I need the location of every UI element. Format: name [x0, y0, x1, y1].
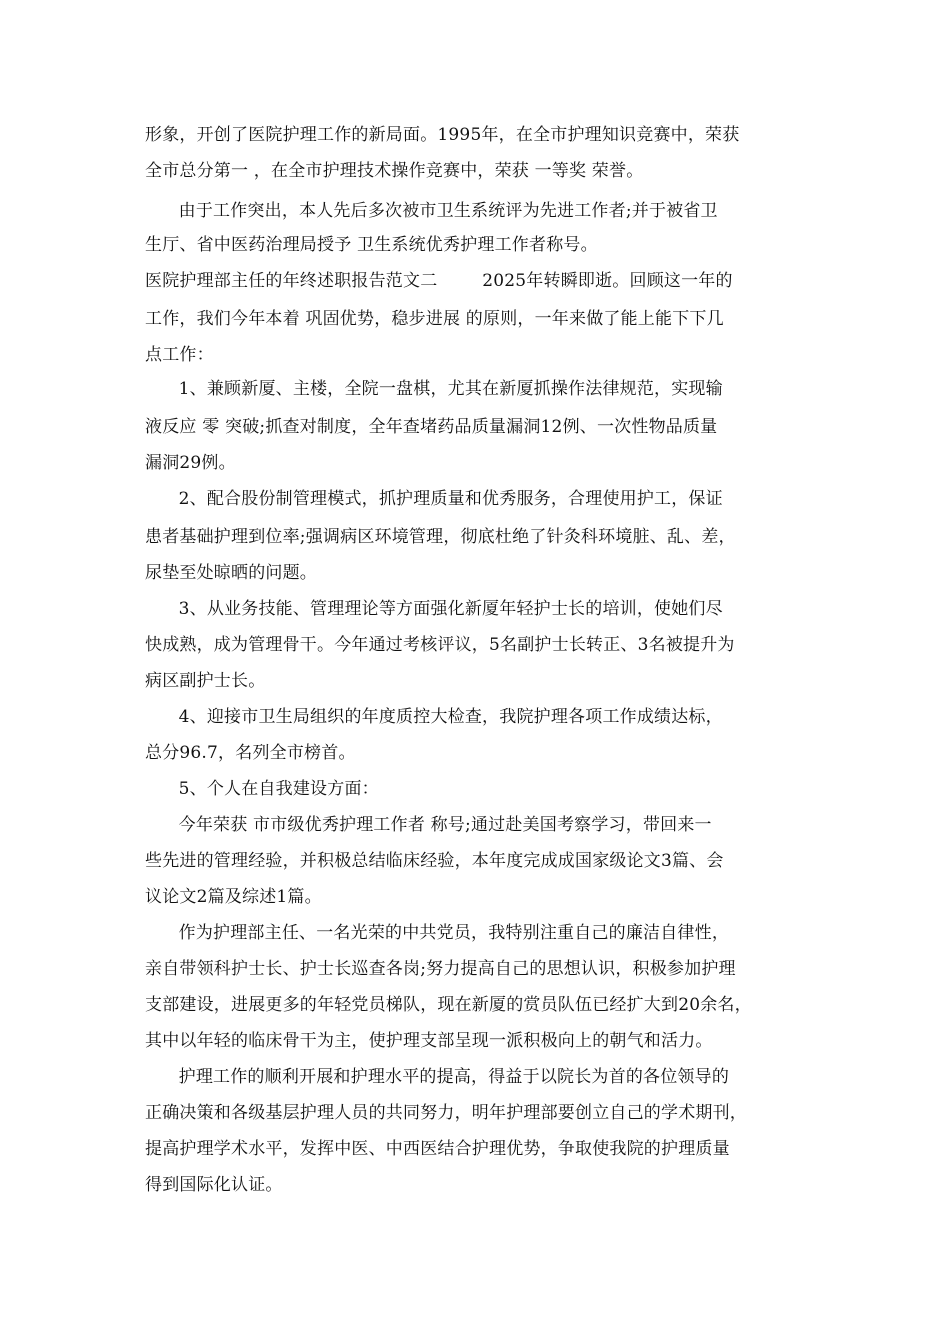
text-line: 总分96.7，名列全市榜首。	[145, 743, 356, 763]
text-line: 形象，开创了医院护理工作的新局面。1995年，在全市护理知识竞赛中，荣获	[145, 125, 740, 145]
text-line: 患者基础护理到位率;强调病区环境管理，彻底杜绝了针灸科环境脏、乱、差，	[145, 527, 736, 547]
text-line: 提高护理学术水平，发挥中医、中西医结合护理优势，争取使我院的护理质量	[145, 1139, 730, 1159]
text-line: 议论文2篇及综述1篇。	[145, 887, 322, 907]
text-line: 亲自带领科护士长、护士长巡查各岗;努力提高自己的思想认识，积极参加护理	[145, 959, 736, 979]
text-line: 工作，我们今年本着 巩固优势，稳步进展 的原则，一年来做了能上能下下几	[145, 309, 724, 329]
text-line: 3、从业务技能、管理理论等方面强化新厦年轻护士长的培训，使她们尽	[145, 599, 723, 619]
text-line: 液反应 零 突破;抓查对制度，全年查堵药品质量漏洞12例、一次性物品质量	[145, 417, 718, 437]
text-line: 1、兼顾新厦、主楼，全院一盘棋，尤其在新厦抓操作法律规范，实现输	[145, 379, 723, 399]
text-line: 4、迎接市卫生局组织的年度质控大检查，我院护理各项工作成绩达标，	[145, 707, 723, 727]
text-line: 作为护理部主任、一名光荣的中共党员，我特别注重自己的廉洁自律性，	[145, 923, 730, 943]
text-line: 护理工作的顺利开展和护理水平的提高，得益于以院长为首的各位领导的	[145, 1067, 730, 1087]
text-line: 生厅、省中医药治理局授予 卫生系统优秀护理工作者称号。	[145, 235, 598, 255]
text-line: 得到国际化认证。	[145, 1175, 283, 1195]
text-line: 病区副护士长。	[145, 671, 266, 691]
text-line: 快成熟，成为管理骨干。今年通过考核评议，5名副护士长转正、3名被提升为	[145, 635, 735, 655]
text-line: 尿垫至处晾晒的问题。	[145, 563, 317, 583]
text-line: 全市总分第一 ，在全市护理技术操作竞赛中，荣获 一等奖 荣誉。	[145, 161, 644, 181]
text-line: 漏洞29例。	[145, 453, 236, 473]
text-line: 正确决策和各级基层护理人员的共同努力，明年护理部要创立自己的学术期刊，	[145, 1103, 747, 1123]
text-line: 些先进的管理经验，并积极总结临床经验，本年度完成成国家级论文3篇、会	[145, 851, 724, 871]
text-line: 5、个人在自我建设方面：	[145, 779, 379, 799]
text-line: 由于工作突出，本人先后多次被市卫生系统评为先进工作者;并于被省卫	[145, 201, 718, 221]
text-line: 其中以年轻的临床骨干为主，使护理支部呈现一派积极向上的朝气和活力。	[145, 1031, 713, 1051]
text-line: 今年荣获 市市级优秀护理工作者 称号;通过赴美国考察学习，带回来一	[145, 815, 712, 835]
text-line: 2、配合股份制管理模式，抓护理质量和优秀服务，合理使用护工，保证	[145, 489, 723, 509]
text-line: 医院护理部主任的年终述职报告范文二 2025年转瞬即逝。回顾这一年的	[145, 271, 733, 291]
text-line: 点工作：	[145, 345, 214, 365]
text-line: 支部建设，进展更多的年轻党员梯队，现在新厦的赏员队伍已经扩大到20余名，	[145, 995, 752, 1015]
